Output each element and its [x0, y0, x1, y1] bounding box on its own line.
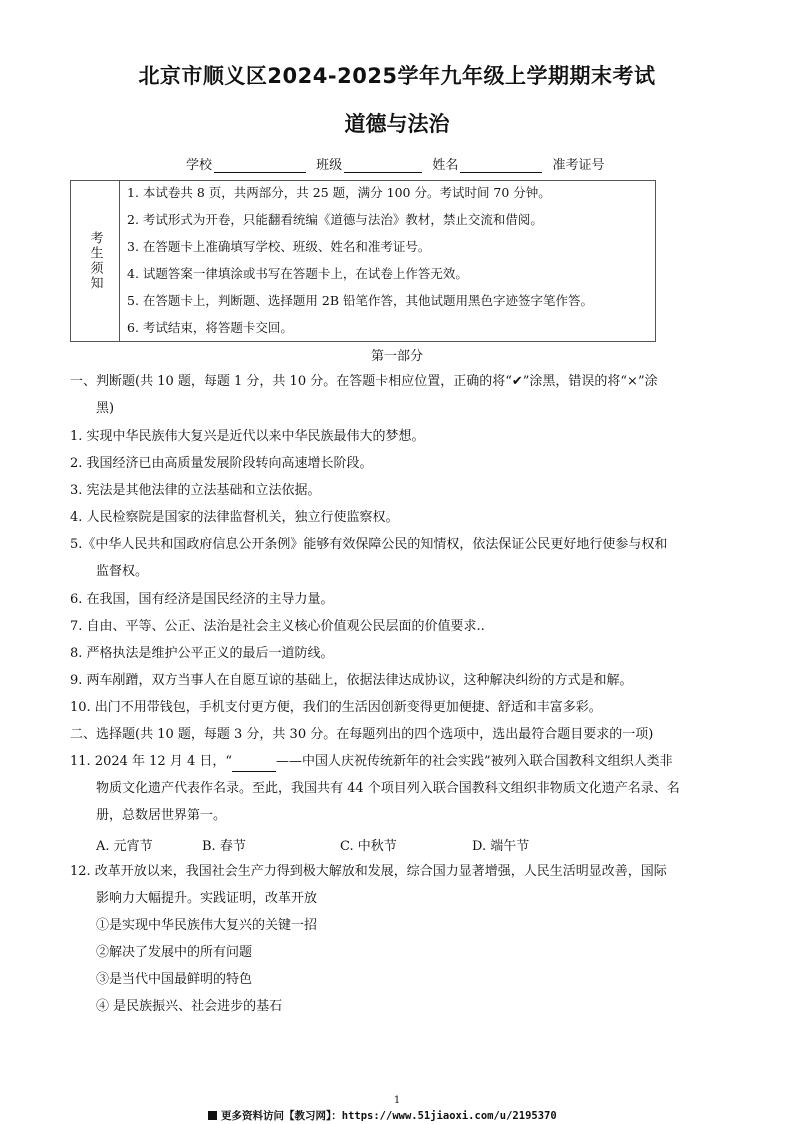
question-12: 12. 改革开放以来，我国社会生产力得到极大解放和发展，综合国力显著增强，人民生活明显改善，国际 [70, 864, 667, 879]
question-12-item-4: ④ 是民族振兴、社会进步的基石 [96, 999, 283, 1014]
question-11-blank [232, 757, 276, 772]
question-9: 9. 两车剐蹭，双方当事人在自愿互谅的基础上，依据法律达成协议，这种解决纠纷的方式是和解。 [70, 673, 633, 688]
notice-box [70, 180, 656, 342]
subject-title: 道德与法治 [344, 112, 450, 136]
name-blank[interactable] [460, 158, 542, 173]
question-10: 10. 出门不用带钱包，手机支付更方便，我们的生活因创新变得更加便捷、舒适和丰富多彩。 [70, 700, 602, 715]
question-3: 3. 宪法是其他法律的立法基础和立法依据。 [70, 483, 321, 498]
option-c: C. 中秋节 [340, 839, 397, 854]
footer-link[interactable] [208, 1108, 557, 1123]
student-info-line [186, 154, 604, 173]
footer-text: 更多资料访问【教习网】：https://www.51jiaoxi.com/u/2195370 [221, 1110, 557, 1122]
question-12-item-2: ②解决了发展中的所有问题 [96, 945, 253, 960]
question-4: 4. 人民检察院是国家的法律监督机关，独立行使监察权。 [70, 510, 399, 525]
part-label: 第一部分 [370, 349, 423, 364]
notice-item: 6. 考试结束，将答题卡交回。 [127, 320, 293, 335]
option-d: D. 端午节 [472, 839, 530, 854]
field-name-label: 姓名 [432, 158, 459, 173]
notice-list [127, 183, 593, 345]
field-school-label: 学校 [186, 158, 213, 173]
question-12-item-1: ①是实现中华民族伟大复兴的关键一招 [96, 918, 318, 933]
question-11-cont: 物质文化遗产代表作名录。至此，我国共有 44 个项目列入联合国教科文组织非物质文化遗产名录、名 [96, 781, 680, 796]
flag-icon [208, 1111, 217, 1120]
option-b: B. 春节 [202, 839, 246, 854]
notice-item: 2. 考试形式为开卷，只能翻看统编《道德与法治》教材，禁止交流和借阅。 [127, 212, 543, 227]
field-class-label: 班级 [316, 158, 343, 173]
question-11 [70, 752, 673, 772]
question-12-item-3: ③是当代中国最鲜明的特色 [96, 972, 253, 987]
question-1: 1. 实现中华民族伟大复兴是近代以来中华民族最伟大的梦想。 [70, 429, 425, 444]
notice-item: 1. 本试卷共 8 页，共两部分，共 25 题，满分 100 分。考试时间 70 分钟。 [127, 185, 551, 200]
question-2: 2. 我国经济已由高质量发展阶段转向高速增长阶段。 [70, 456, 373, 471]
notice-label-cell [71, 181, 120, 341]
notice-item: 5. 在答题卡上，判断题、选择题用 2B 铅笔作答，其他试题用黑色字迹签字笔作答。 [127, 293, 593, 308]
option-a: A. 元宵节 [96, 839, 153, 854]
notice-item: 4. 试题答案一律填涂或书写在答题卡上，在试卷上作答无效。 [127, 266, 468, 281]
question-11-cont2: 册，总数居世界第一。 [96, 808, 227, 823]
question-11-text: ——中国人庆祝传统新年的社会实践”被列入联合国教科文组织人类非 [276, 754, 673, 769]
question-8: 8. 严格执法是维护公平正义的最后一道防线。 [70, 646, 334, 661]
exam-title: 北京市顺义区2024-2025学年九年级上学期期末考试 [138, 64, 656, 88]
school-blank[interactable] [214, 158, 306, 173]
section1-heading-cont: 黑) [96, 401, 115, 416]
question-7: 7. 自由、平等、公正、法治是社会主义核心价值观公民层面的价值要求.. [70, 619, 485, 634]
field-exam-id-label: 准考证号 [552, 158, 605, 173]
question-5-cont: 监督权。 [96, 564, 149, 579]
notice-label: 考生须知 [87, 231, 103, 291]
page-number: 1 [393, 1095, 401, 1106]
notice-item: 3. 在答题卡上准确填写学校、班级、姓名和准考证号。 [127, 239, 431, 254]
question-12-cont: 影响力大幅提升。实践证明，改革开放 [96, 891, 318, 906]
question-6: 6. 在我国，国有经济是国民经济的主导力量。 [70, 592, 334, 607]
section1-heading: 一、判断题(共 10 题，每题 1 分，共 10 分。在答题卡相应位置，正确的将“✔”涂黑，错误的将“×”涂 [70, 374, 658, 389]
class-blank[interactable] [344, 158, 422, 173]
section2-heading: 二、选择题(共 10 题，每题 3 分，共 30 分。在每题列出的四个选项中，选出最符合题目要求的一项) [70, 727, 654, 742]
question-5: 5.《中华人民共和国政府信息公开条例》能够有效保障公民的知情权，依法保证公民更好地行使参与权和 [70, 537, 668, 552]
question-11-prefix: 11. 2024 年 12 月 4 日，“ [70, 754, 233, 769]
